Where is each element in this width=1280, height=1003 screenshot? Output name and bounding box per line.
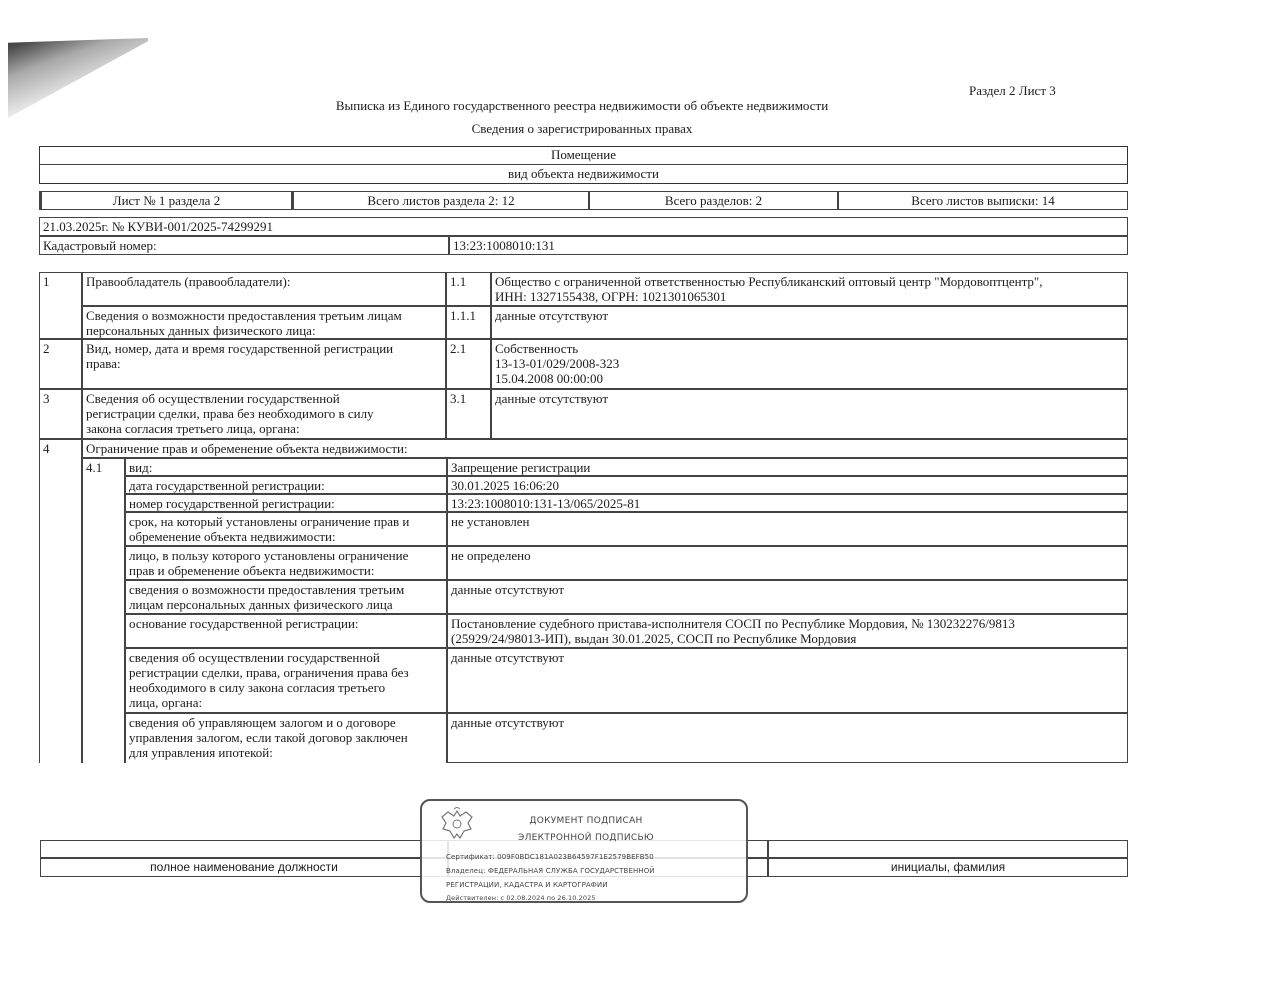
row-number: 3 bbox=[39, 389, 82, 439]
right-type: Собственность bbox=[495, 341, 579, 356]
term-label bbox=[125, 512, 447, 546]
cadastral-number-label: Кадастровый номер: bbox=[39, 236, 449, 255]
subrow-number: 4.1 bbox=[82, 458, 125, 763]
registration-number: 13-13-01/029/2008-323 bbox=[495, 356, 620, 371]
consent-value: данные отсутствуют bbox=[491, 389, 1128, 439]
subrow-number: 1.1.1 bbox=[446, 306, 491, 339]
label-line: закона согласия третьего лица, органа: bbox=[86, 421, 300, 436]
label-line: сведения о возможности предоставления третьим bbox=[129, 582, 405, 597]
section-sheets-total: Всего листов раздела 2: 12 bbox=[292, 191, 589, 210]
label-line: права: bbox=[86, 356, 121, 371]
label-line: Сведения об осуществлении государственной bbox=[86, 391, 340, 406]
consent-label bbox=[125, 648, 447, 713]
value-line: Постановление судебного пристава-исполнителя СОСП по Республике Мордовия, № 130232276/9813 bbox=[451, 616, 1015, 631]
label-line: лицо, в пользу которого установлены ограничение bbox=[129, 548, 409, 563]
registration-number-label: номер государственной регистрации: bbox=[125, 494, 447, 512]
subrow-number: 3.1 bbox=[446, 389, 491, 439]
subrow-number: 1.1 bbox=[446, 272, 491, 306]
stamp-certificate: Сертификат: 009F0BDC181A023B64597F1E2579BEFB50 bbox=[446, 853, 654, 861]
row-number: 4 bbox=[39, 439, 82, 763]
footer-name-blank bbox=[768, 840, 1128, 858]
label-line: лицам персональных данных физического лица bbox=[129, 597, 393, 612]
object-type-label: вид объекта недвижимости bbox=[508, 166, 659, 181]
beneficiary-label bbox=[125, 546, 447, 580]
stamp-owner: Владелец: ФЕДЕРАЛЬНАЯ СЛУЖБА ГОСУДАРСТВЕННОЙ bbox=[446, 867, 655, 875]
label-line: регистрации сделки, права без необходимого в силу bbox=[86, 406, 374, 421]
stamp-validity: Действителен: с 02.08.2024 по 26.10.2025 bbox=[446, 894, 596, 902]
document-subtitle: Сведения о зарегистрированных правах bbox=[471, 121, 693, 136]
extract-date-number: 21.03.2025г. № КУВИ-001/2025-74299291 bbox=[39, 217, 1128, 236]
personal-data-value: данные отсутствуют bbox=[447, 580, 1128, 614]
extract-sheets-total: Всего листов выписки: 14 bbox=[838, 191, 1128, 210]
rights-holder-ids: ИНН: 1327155438, ОГРН: 1021301065301 bbox=[495, 289, 727, 304]
label-line: срок, на который установлены ограничение прав и bbox=[129, 514, 410, 529]
registration-date-value: 30.01.2025 16:06:20 bbox=[447, 476, 1128, 494]
rights-holder-name: Общество с ограниченной ответственностью Республиканский оптовый центр "Мордовоптцентр", bbox=[495, 274, 1043, 289]
registration-date-label: дата государственной регистрации: bbox=[125, 476, 447, 494]
row-number: 1 bbox=[39, 272, 82, 339]
label-line: необходимого в силу закона согласия третьего bbox=[129, 680, 386, 695]
term-value: не установлен bbox=[447, 512, 1128, 546]
value-line: (25929/24/98013-ИП), выдан 30.01.2025, СОСП по Республике Мордовия bbox=[451, 631, 857, 646]
encumbrance-type-value: Запрещение регистрации bbox=[447, 458, 1128, 476]
electronic-signature-stamp bbox=[420, 799, 748, 903]
encumbrance-label: Ограничение прав и обременение объекта недвижимости: bbox=[82, 439, 1128, 458]
object-name: Помещение bbox=[39, 146, 1128, 165]
label-line: регистрации сделки, права, ограничения права без bbox=[129, 665, 409, 680]
footer-position-blank bbox=[40, 840, 448, 858]
pledge-value: данные отсутствуют bbox=[447, 713, 1128, 763]
label-line: обременение объекта недвижимости: bbox=[129, 529, 336, 544]
stamp-title: ДОКУМЕНТ ПОДПИСАН bbox=[529, 816, 643, 826]
label-line: Сведения о возможности предоставления третьим лицам bbox=[86, 308, 402, 323]
label-line: персональных данных физического лица: bbox=[86, 323, 316, 338]
label-line: управления залогом, если такой договор заключен bbox=[129, 730, 408, 745]
registration-value bbox=[491, 339, 1128, 389]
sections-total: Всего разделов: 2 bbox=[589, 191, 838, 210]
personal-data-value: данные отсутствуют bbox=[491, 306, 1128, 339]
document-title: Выписка из Единого государственного реестра недвижимости об объекте недвижимости bbox=[335, 98, 829, 113]
initials-caption: инициалы, фамилия bbox=[768, 858, 1128, 877]
beneficiary-value: не определено bbox=[447, 546, 1128, 580]
label-line: для управления ипотекой: bbox=[129, 745, 273, 760]
label-line: сведения об осуществлении государственной bbox=[129, 650, 380, 665]
encumbrance-type-label: вид: bbox=[125, 458, 447, 476]
pledge-label bbox=[125, 713, 447, 763]
label-line: лица, органа: bbox=[129, 695, 203, 710]
section-sheet-label: Раздел 2 Лист 3 bbox=[969, 83, 1056, 98]
row-number: 2 bbox=[39, 339, 82, 389]
cadastral-number-value: 13:23:1008010:131 bbox=[449, 236, 1128, 255]
registration-datetime: 15.04.2008 00:00:00 bbox=[495, 371, 603, 386]
stamp-subtitle: ЭЛЕКТРОННОЙ ПОДПИСЬЮ bbox=[518, 833, 654, 843]
sheet-number: Лист № 1 раздела 2 bbox=[39, 191, 292, 210]
consent-value: данные отсутствуют bbox=[447, 648, 1128, 713]
rights-holder-value bbox=[491, 272, 1128, 306]
label-line: прав и обременение объекта недвижимости: bbox=[129, 563, 375, 578]
personal-data-label bbox=[125, 580, 447, 614]
subrow-number: 2.1 bbox=[446, 339, 491, 389]
rights-holder-label: Правообладатель (правообладатели): bbox=[82, 272, 446, 306]
position-caption: полное наименование должности bbox=[40, 858, 448, 877]
personal-data-label bbox=[82, 306, 446, 339]
label-line: Вид, номер, дата и время государственной регистрации bbox=[86, 341, 394, 356]
label-line: сведения об управляющем залогом и о договоре bbox=[129, 715, 396, 730]
registration-basis-value bbox=[447, 614, 1128, 648]
registration-label bbox=[82, 339, 446, 389]
consent-label bbox=[82, 389, 446, 439]
registration-number-value: 13:23:1008010:131-13/065/2025-81 bbox=[447, 494, 1128, 512]
stamp-owner-line2: РЕГИСТРАЦИИ, КАДАСТРА И КАРТОГРАФИИ bbox=[446, 881, 608, 889]
registration-basis-label: основание государственной регистрации: bbox=[125, 614, 447, 648]
